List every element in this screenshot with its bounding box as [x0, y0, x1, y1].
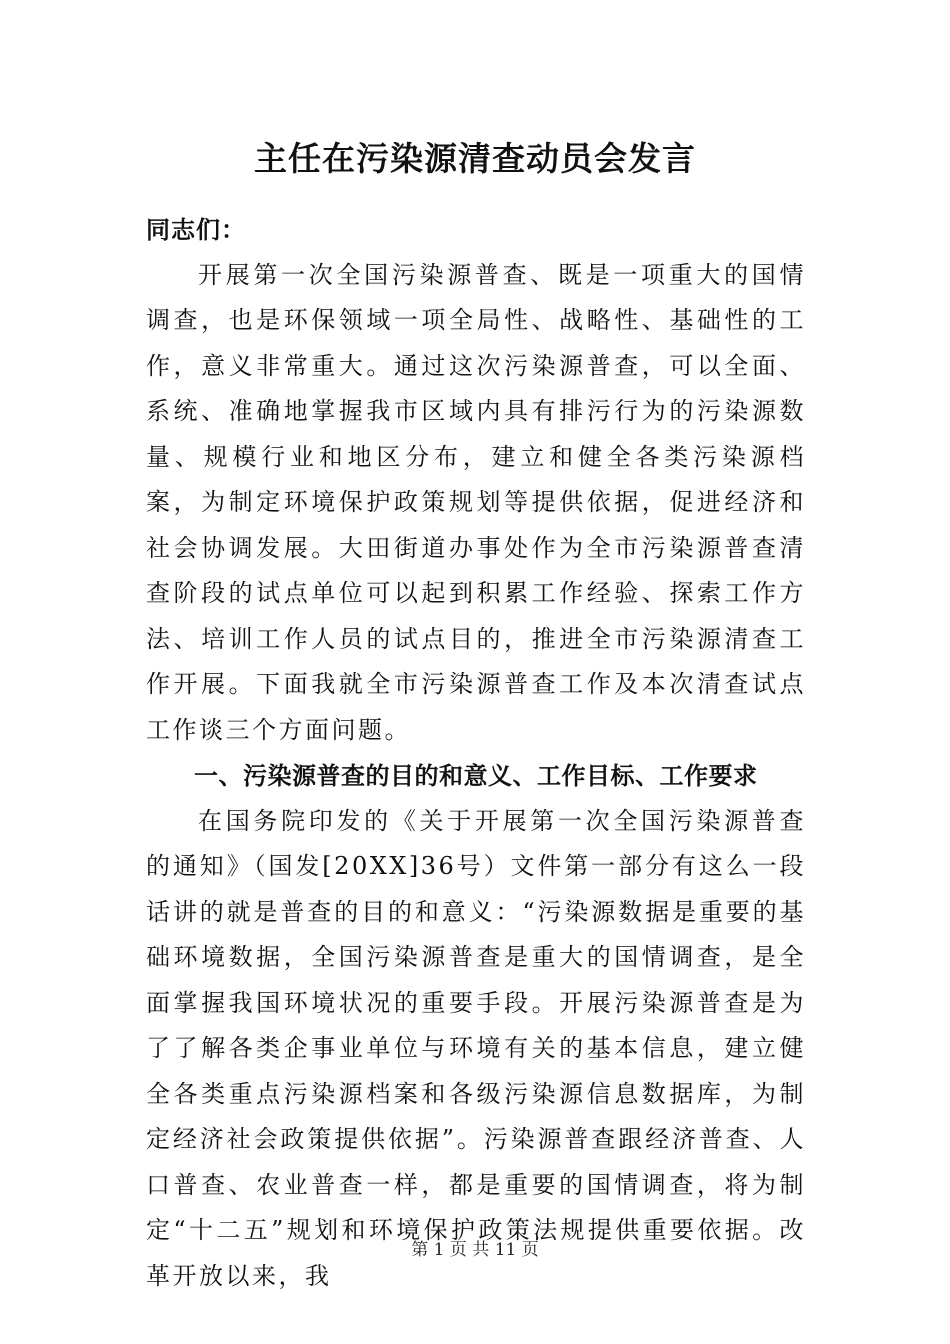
section-heading-1: 一、污染源普查的目的和意义、工作目标、工作要求 [194, 761, 758, 790]
paragraph-intro: 开展第一次全国污染源普查、既是一项重大的国情调查，也是环保领域一项全局性、战略性、基础性的工作，意义非常重大。通过这次污染源普查，可以全面、系统、准确地掌握我市区域内具有排污行为的污染源数量、规模行业和地区分布，建立和健全各类污染源档案，为制定环境保护政策规划等提供依据，促进经济和社会协调发展。大田街道办事处作为全市污染源普查清查阶段的试点单位可以起到积累工作经验、探索工作方法、培训工作人员的试点目的，推进全市污染源清查工作开展。下面我就全市污染源普查工作及本次清查试点工作谈三个方面问题。 [146, 260, 806, 744]
document-title: 主任在污染源清查动员会发言 [254, 139, 696, 178]
document-body [146, 207, 806, 1299]
greeting: 同志们： [146, 215, 246, 244]
page-number-footer: 第 1 页 共 11 页 [411, 1240, 539, 1260]
paragraph-section-1: 在国务院印发的《关于开展第一次全国污染源普查的通知》（国发[20XX]36号）文件第一部分有这么一段话讲的就是普查的目的和意义：“污染源数据是重要的基础环境数据，全国污染源普查是重大的国情调查，是全面掌握我国环境状况的重要手段。开展污染源普查是为了了解各类企事业单位与环境有关的基本信息，建立健全各类重点污染源档案和各级污染源信息数据库，为制定经济社会政策提供依据”。污染源普查跟经济普查、人口普查、农业普查一样，都是重要的国情调查，将为制定“十二五”规划和环境保护政策法规提供重要依据。改革开放以来，我 [146, 806, 806, 1290]
